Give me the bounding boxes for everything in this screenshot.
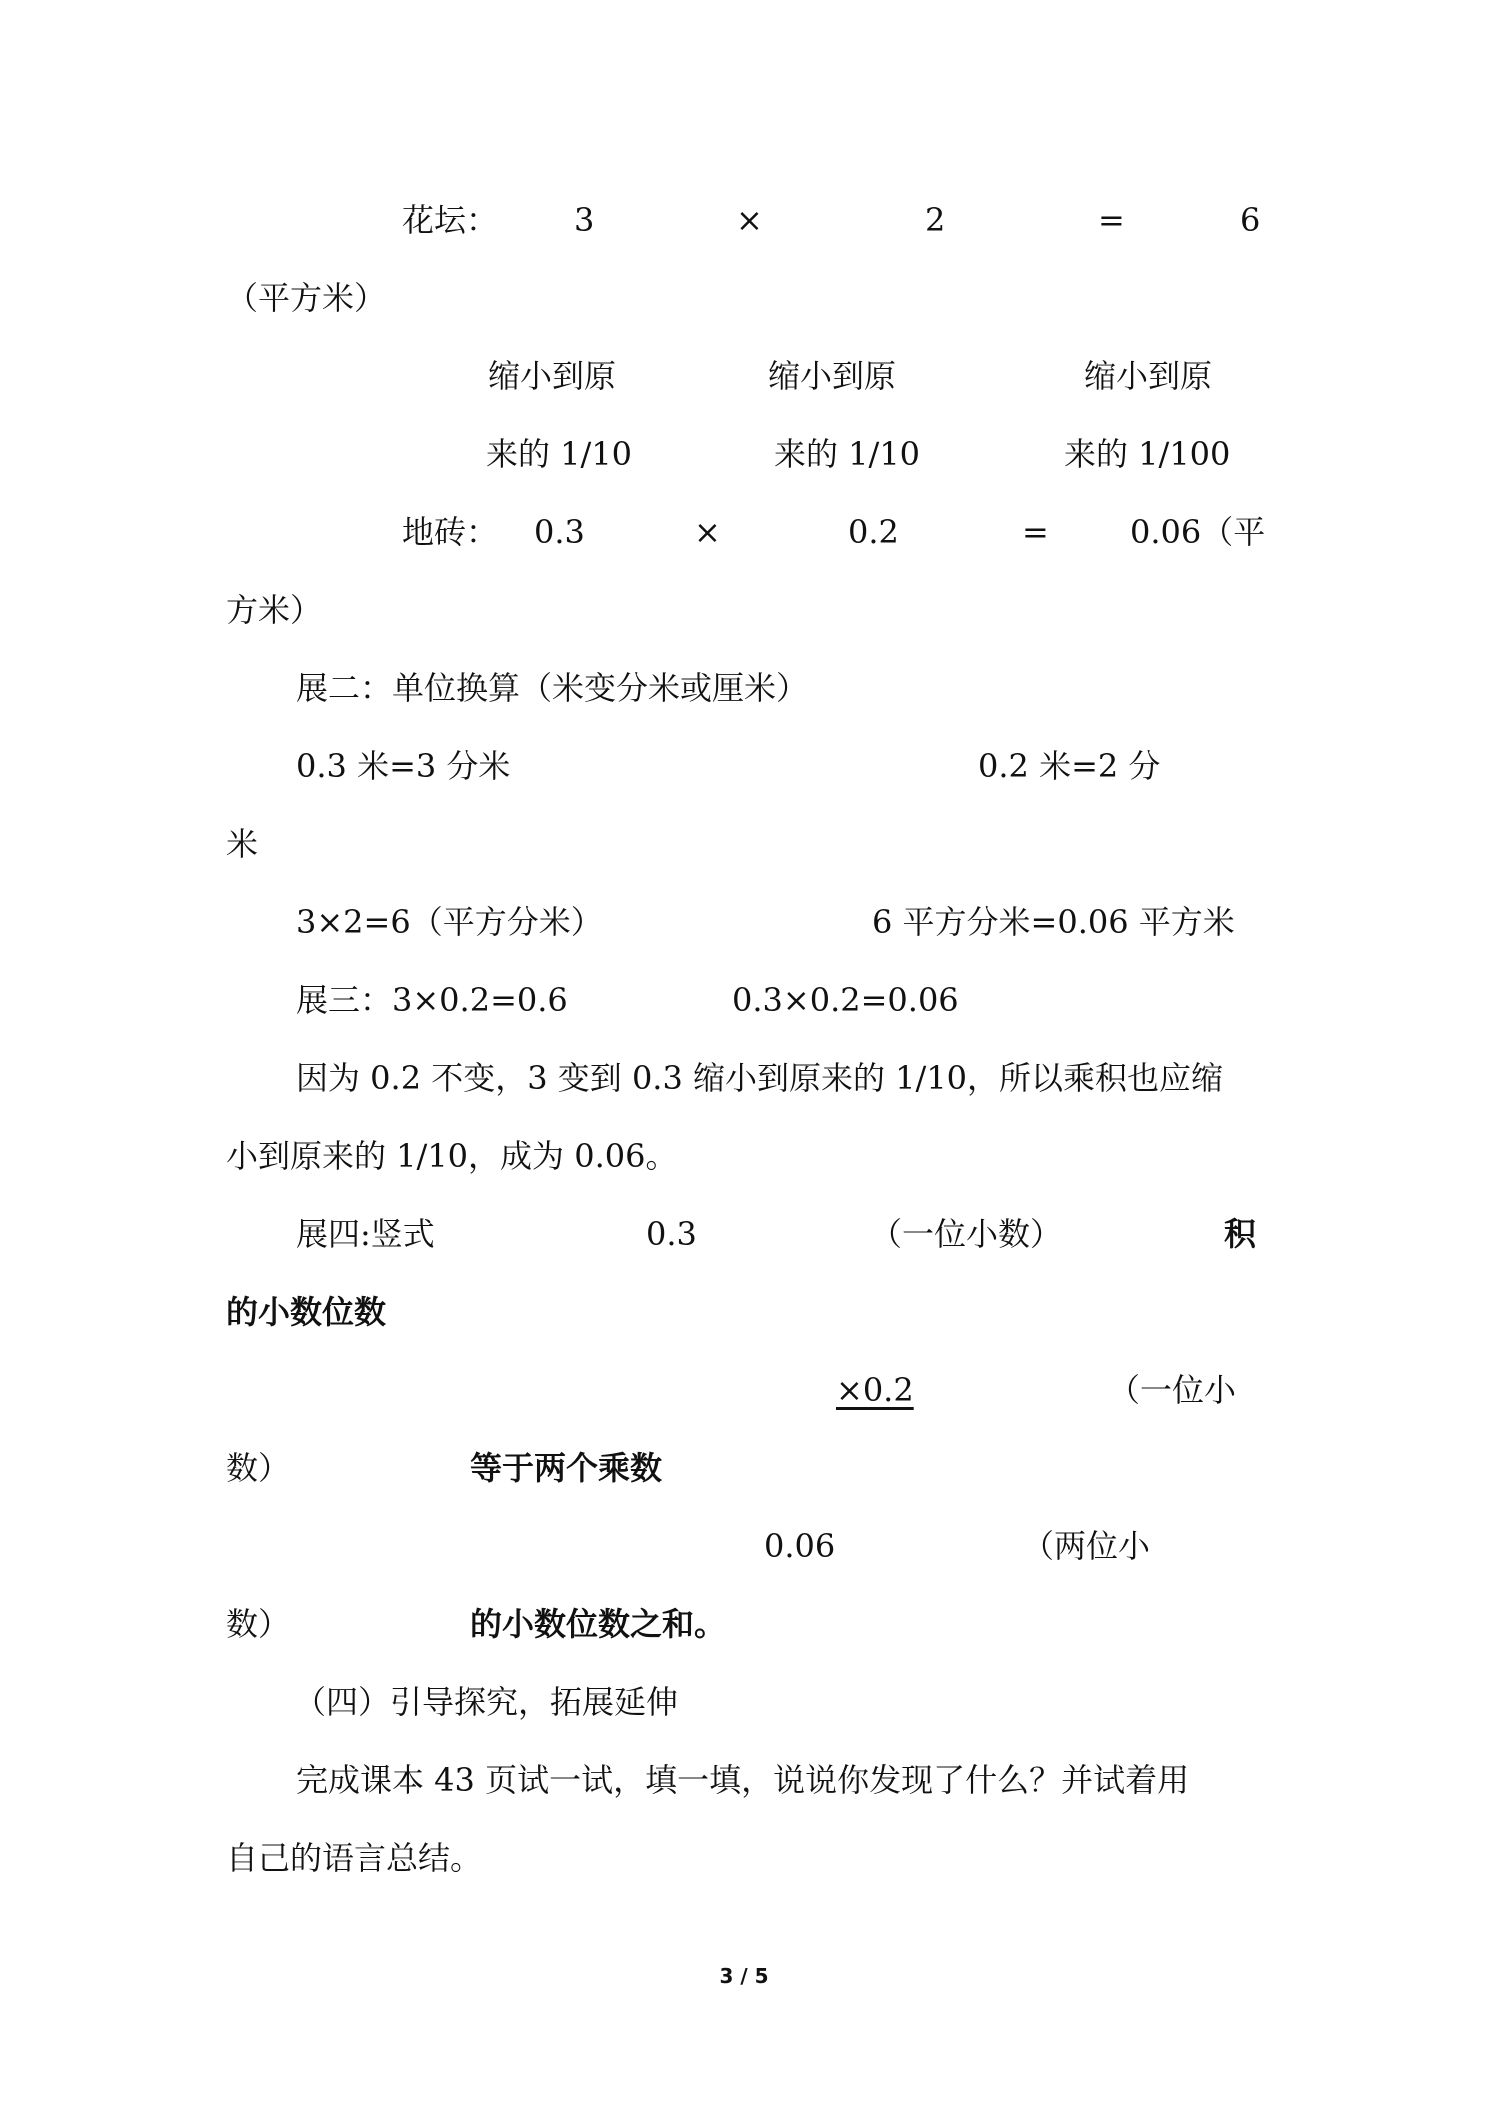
shrink-note-1-line2: 来的 1/10 (486, 435, 633, 473)
flowerbed-unit: （平方米） (226, 279, 387, 317)
section4-paragraph-line1: 完成课本 43 页试一试，填一填，说说你发现了什么？并试着用 (296, 1761, 1190, 1799)
zhan3-paragraph-line1: 因为 0.2 不变，3 变到 0.3 缩小到原来的 1/10，所以乘积也应缩 (296, 1059, 1224, 1097)
shrink-note-3-line2: 来的 1/100 (1064, 435, 1231, 473)
tile-result: 0.06（平 (1130, 513, 1266, 551)
page-number: 3 / 5 (719, 1964, 769, 1988)
zhan2-title: 展二：单位换算（米变分米或厘米） (296, 669, 809, 707)
shrink-note-1-line1: 缩小到原 (488, 357, 617, 395)
zhan3-right: 0.3×0.2=0.06 (732, 981, 959, 1019)
zhan4-product-note: （两位小 (1022, 1527, 1151, 1565)
flowerbed-factor-a: 3 (574, 201, 595, 239)
tile-equals: = (1022, 513, 1049, 551)
flowerbed-result: 6 (1240, 201, 1261, 239)
zhan4-multiplier-note: （一位小 (1108, 1371, 1237, 1409)
zhan4-multiplier: ×0.2 (836, 1371, 914, 1409)
zhan4-label: 展四:竖式 (296, 1215, 435, 1253)
flowerbed-times: × (736, 201, 763, 239)
zhan4-rule-part2: 的小数位数 (226, 1293, 387, 1331)
tile-factor-a: 0.3 (534, 513, 585, 551)
zhan3-left: 展三：3×0.2=0.6 (296, 981, 568, 1019)
tile-factor-b: 0.2 (848, 513, 899, 551)
zhan2-conversion-right: 0.2 米=2 分 (978, 747, 1161, 785)
zhan4-rule-part1: 积 (1224, 1215, 1257, 1253)
zhan4-multiplicand-note: （一位小数） (870, 1215, 1063, 1253)
zhan2-conversion-wrap: 米 (226, 825, 259, 863)
shrink-note-3-line1: 缩小到原 (1084, 357, 1213, 395)
tile-unit: 方米） (226, 591, 323, 629)
flowerbed-factor-b: 2 (925, 201, 946, 239)
flowerbed-equals: = (1098, 201, 1125, 239)
zhan2-conversion-left: 0.3 米=3 分米 (296, 747, 511, 785)
zhan4-rule-part3: 等于两个乘数 (470, 1449, 663, 1487)
shrink-note-2-line1: 缩小到原 (768, 357, 897, 395)
zhan4-multiplier-note-wrap: 数） (226, 1449, 291, 1487)
zhan4-product-note-wrap: 数） (226, 1605, 291, 1643)
tile-label: 地砖： (402, 513, 499, 551)
zhan4-multiplicand: 0.3 (646, 1215, 697, 1253)
zhan2-product-right: 6 平方分米=0.06 平方米 (872, 903, 1235, 941)
zhan4-product: 0.06 (764, 1527, 836, 1565)
zhan4-rule-part4: 的小数位数之和。 (470, 1605, 727, 1643)
section4-heading: （四）引导探究，拓展延伸 (294, 1683, 679, 1721)
section4-paragraph-line2: 自己的语言总结。 (226, 1839, 483, 1877)
tile-times: × (694, 513, 721, 551)
shrink-note-2-line2: 来的 1/10 (774, 435, 921, 473)
flowerbed-label: 花坛： (402, 201, 499, 239)
zhan3-paragraph-line2: 小到原来的 1/10，成为 0.06。 (226, 1137, 678, 1175)
zhan2-product-left: 3×2=6（平方分米） (296, 903, 603, 941)
